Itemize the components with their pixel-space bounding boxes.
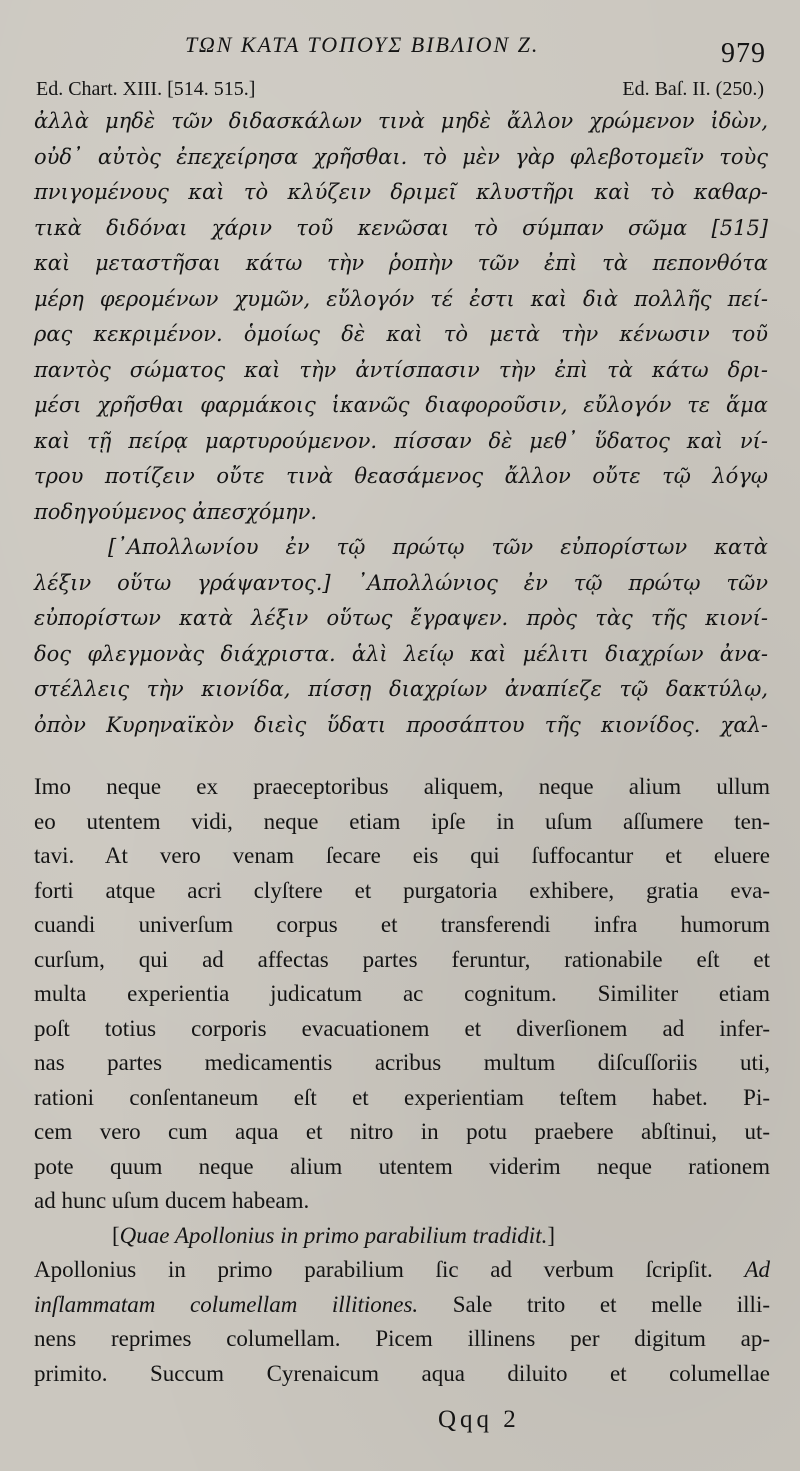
greek-line: οὐδ᾿ αὐτὸς ἐπεχείρησα χρῆσθαι. τὸ μὲν γὰρ φλεβοτομεῖν τοὺς <box>34 144 768 169</box>
latin-line: eo utentem vidi, neque etiam ipſe in uſum aſſumere ten- <box>34 808 770 834</box>
greek-line: εὐπορίστων κατὰ λέξιν οὕτως ἔγραψεν. πρὸς τὰς τῆς κιονί- <box>34 606 768 630</box>
greek-text <box>34 104 768 743</box>
latin-line: multa experientia judicatum ac cognitum. Similiter etiam <box>34 981 770 1006</box>
greek-line: καὶ τῇ πείρᾳ μαρτυρούμενον. πίσσαν δὲ μεθ᾿ ὕδατος καὶ νί- <box>34 428 768 453</box>
page-number: 979 <box>721 38 766 69</box>
latin-line: forti atque acri clyſtere et purgatoria exhibere, gratia eva- <box>34 877 770 903</box>
greek-line: στέλλεις τὴν κιονίδα, πίσσῃ διαχρίων ἀναπίεζε τῷ δακτύλῳ, <box>34 677 768 701</box>
greek-line: ρας κεκριμένον. ὁμοίως δὲ καὶ τὸ μετὰ τὴν κένωσιν τοῦ <box>34 322 768 346</box>
heading-close-bracket: ] <box>547 1222 555 1248</box>
latin-text <box>34 770 770 1391</box>
latin-line: cuandi univerſum corpus et transferendi infra humorum <box>34 912 770 937</box>
greek-line: λέξιν οὕτω γράψαντος.] ᾿Απολλώνιος ἐν τῷ πρώτῳ τῶν <box>34 570 768 595</box>
edition-chartier: Ed. Chart. XIII. [514. 515.] <box>36 78 256 100</box>
greek-line: ἀλλὰ μηδὲ τῶν διδασκάλων τινὰ μηδὲ ἄλλον χρώμενον ἰδὼν, <box>34 109 768 133</box>
latin-line: tavi. At vero venam ſecare eis qui ſuffocantur et eluere <box>34 843 770 868</box>
latin-line <box>34 1253 770 1288</box>
greek-line: ὀπὸν Κυρηναϊκὸν διεὶς ὕδατι προσάπτου τῆς κιονίδος. χαλ- <box>34 712 768 737</box>
latin-line-roman: Apollonius in primo parabilium ſic ad verbum ſcripſit. <box>34 1257 713 1282</box>
latin-line <box>34 1288 770 1323</box>
latin-line: cem vero cum aqua et nitro in potu praebere abſtinui, ut- <box>34 1119 770 1144</box>
greek-line: καὶ μεταστῆσαι κάτω τὴν ῥοπὴν τῶν ἐπὶ τὰ πεπονθότα <box>34 251 768 275</box>
greek-line: τικὰ διδόναι χάριν τοῦ κενῶσαι τὸ σύμπαν σῶμα [515] <box>34 215 768 240</box>
greek-line: μέσι χρῆσθαι φαρμάκοις ἱκανῶς διαφοροῦσιν, εὔλογόν τε ἅμα <box>34 393 768 417</box>
latin-line: ad hunc uſum ducem habeam. <box>34 1188 310 1213</box>
running-head <box>0 28 800 69</box>
latin-line: poſt totius corporis evacuationem et diverſionem ad infer- <box>34 1015 770 1041</box>
running-title: ΤΩΝ ΚΑΤΑ ΤΟΠΟΥΣ ΒΙΒΛΙΟΝ Ζ. <box>185 32 540 57</box>
latin-line-italic: inſlammatam columellam illitiones. <box>34 1291 419 1317</box>
heading-title: Quae Apollonius in primo parabilium tradidit. <box>119 1222 548 1248</box>
latin-section-heading <box>34 1219 770 1254</box>
latin-line: rationi conſentaneum eſt et experientiam teſtem habet. Pi- <box>34 1084 770 1110</box>
printer-signature: Qqq 2 <box>438 1406 520 1433</box>
greek-line: ποδηγούμενος ἀπεσχόμην. <box>34 499 318 524</box>
latin-line: nens reprimes columellam. Picem illinens per digitum ap- <box>34 1326 770 1351</box>
greek-line: παντὸς σώματος καὶ τὴν ἀντίσπασιν τὴν ἐπὶ τὰ κάτω δρι- <box>34 357 768 382</box>
greek-line: μέρη φερομένων χυμῶν, εὔλογόν τέ ἐστι καὶ διὰ πολλῆς πεί- <box>34 286 768 311</box>
latin-line: nas partes medicamentis acribus multum diſcuſſoriis uti, <box>34 1050 770 1075</box>
greek-line: πνιγομένους καὶ τὸ κλύζειν δριμεῖ κλυστῆρι καὶ τὸ καθαρ- <box>34 180 768 204</box>
latin-line-roman: Sale trito et melle illi- <box>452 1291 771 1317</box>
latin-line: primito. Succum Cyrenaicum aqua diluito et columellae <box>34 1360 770 1386</box>
latin-line: pote quum neque alium utentem viderim neque rationem <box>34 1153 770 1179</box>
greek-section-heading: [᾿Απολλωνίου ἐν τῷ πρώτῳ τῶν εὐπορίστων κατὰ <box>108 535 768 559</box>
latin-line: Imo neque ex praeceptoribus aliquem, neque alium ullum <box>34 774 770 799</box>
greek-line: τρου ποτίζειν οὔτε τινὰ θεασάμενος ἄλλον οὔτε τῷ λόγῳ <box>34 464 768 488</box>
edition-basel: Ed. Baſ. II. (250.) <box>622 78 764 100</box>
edition-line <box>0 78 800 104</box>
greek-line: δος φλεγμονὰς διάχριστα. ἁλὶ λείῳ καὶ μέλιτι διαχρίων ἀνα- <box>34 641 768 666</box>
latin-line: curſum, qui ad affectas partes feruntur, rationabile eſt et <box>34 946 770 972</box>
latin-line-italic: Ad <box>744 1257 770 1282</box>
heading-open-bracket: [ <box>112 1222 120 1248</box>
